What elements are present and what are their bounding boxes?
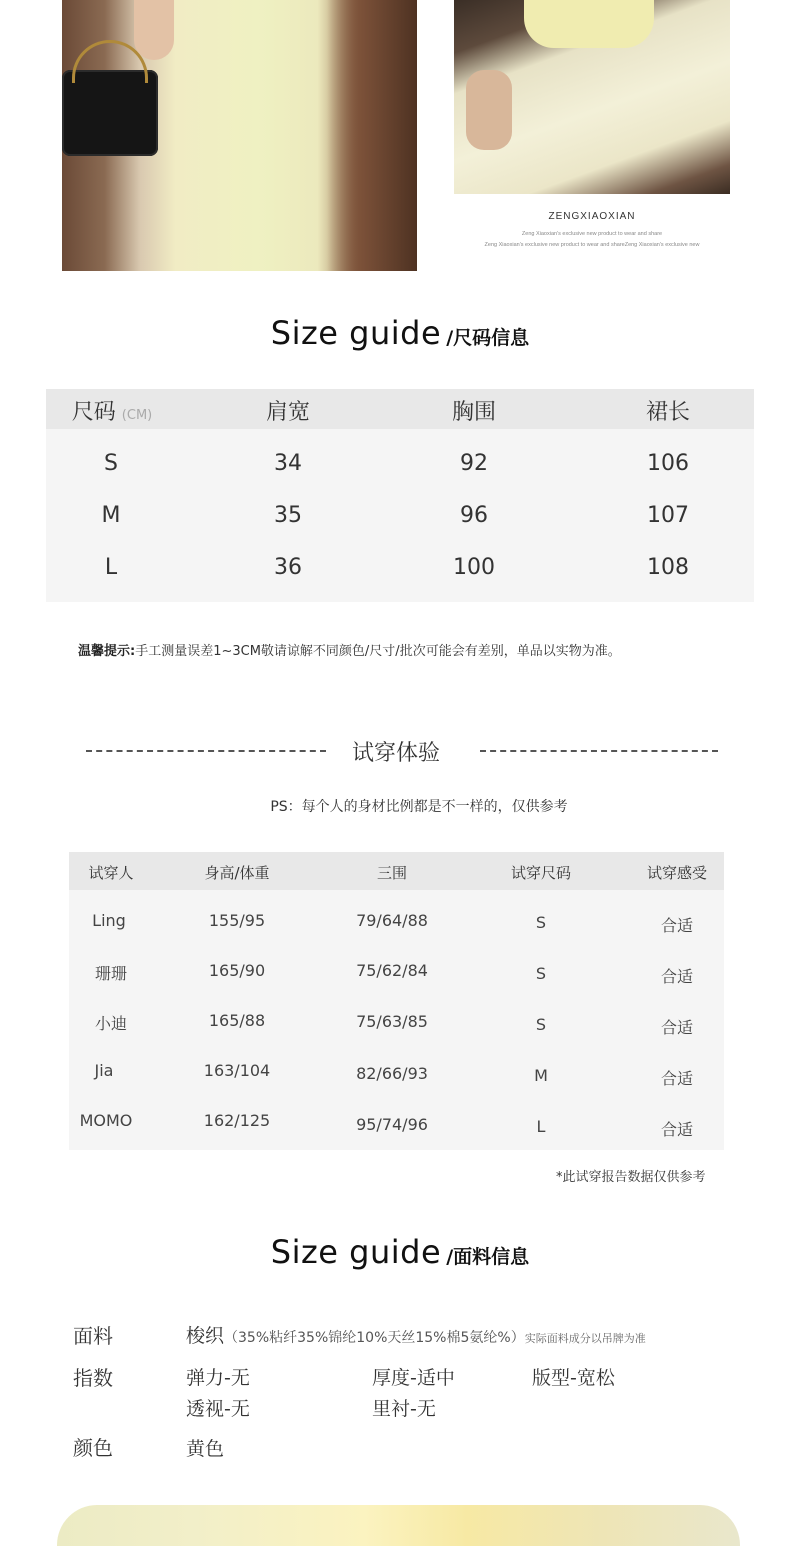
tryon-cell: Jia	[94, 1061, 114, 1080]
tryon-cell: S	[535, 913, 547, 932]
tryon-cell: 75/63/85	[356, 1012, 428, 1031]
size-table	[46, 389, 754, 602]
fabric-elasticity: 弹力-无	[186, 1367, 250, 1389]
size-guide-title-cn: /尺码信息	[446, 327, 530, 349]
tryon-title: 试穿体验	[352, 741, 441, 766]
size-header-bust: 胸围	[451, 400, 497, 425]
size-cell: 106	[647, 451, 689, 476]
tryon-cell: 75/62/84	[356, 961, 428, 980]
tryon-cell: 合适	[660, 916, 694, 935]
fabric-material-note: 实际面料成分以吊牌为准	[524, 1332, 646, 1345]
fabric-index-label: 指数	[73, 1366, 113, 1390]
tryon-cell: L	[536, 1117, 546, 1136]
tryon-cell: 95/74/96	[356, 1115, 428, 1134]
size-cell: 35	[274, 503, 302, 528]
size-cell: 100	[453, 555, 495, 580]
handbag-graphic	[62, 70, 158, 156]
size-cell: 96	[460, 503, 488, 528]
fabric-color-value: 黄色	[186, 1438, 225, 1460]
tryon-table-header	[69, 852, 724, 890]
brand-tagline-1: Zeng Xiaoxian's exclusive new product to wear and share	[521, 231, 663, 237]
tryon-footnote: *此试穿报告数据仅供参考	[556, 1170, 706, 1185]
tryon-header-feeling: 试穿感受	[646, 864, 708, 882]
tryon-cell: Ling	[92, 911, 126, 930]
tryon-cell: 162/125	[203, 1111, 271, 1130]
product-photo-left	[62, 0, 417, 271]
divider-left	[86, 750, 326, 752]
size-header-unit: (CM)	[121, 408, 153, 423]
tryon-note: PS：每个人的身材比例都是不一样的，仅供参考	[270, 799, 568, 815]
tryon-header-person: 试穿人	[88, 864, 134, 882]
size-header-length: 裙长	[645, 400, 691, 425]
fabric-material-detail: （35%粘纤35%锦纶10%天丝15%棉5氨纶%）	[224, 1330, 525, 1346]
brand-name: ZENGXIAOXIAN	[548, 211, 636, 222]
product-photo-right	[454, 0, 730, 194]
fabric-lining: 里衬-无	[372, 1398, 436, 1420]
tip-label: 温馨提示:	[78, 644, 136, 659]
fabric-material-value	[186, 1321, 646, 1348]
tryon-cell: 小迪	[94, 1014, 128, 1033]
tryon-header-size: 试穿尺码	[510, 864, 572, 882]
brand-tagline-2: Zeng Xiaoxian's exclusive new product to wear and shareZeng Xiaoxian's exclusive new	[484, 242, 700, 248]
fabric-transparency: 透视-无	[186, 1398, 250, 1420]
tip-text: 手工测量误差1~3CM敬请谅解不同颜色/尺寸/批次可能会有差别，单品以实物为准。	[135, 644, 621, 659]
tryon-cell: 165/90	[208, 961, 266, 980]
tryon-cell: 165/88	[208, 1011, 266, 1030]
size-header-shoulder: 肩宽	[265, 400, 311, 425]
fabric-thickness: 厚度-适中	[372, 1367, 455, 1389]
hair-graphic	[327, 0, 417, 271]
tryon-table	[69, 852, 724, 1150]
tryon-cell: 79/64/88	[356, 911, 428, 930]
tryon-cell: 合适	[660, 1069, 694, 1088]
tryon-cell: S	[535, 1015, 547, 1034]
tryon-cell: 163/104	[203, 1061, 271, 1080]
size-guide-title	[0, 314, 800, 352]
tryon-cell: MOMO	[79, 1111, 133, 1130]
size-cell: 108	[647, 555, 689, 580]
size-cell: S	[104, 451, 118, 476]
hand-graphic	[134, 0, 174, 60]
bottom-banner-image	[57, 1505, 740, 1546]
tryon-cell: M	[534, 1066, 548, 1085]
divider-right	[480, 750, 718, 752]
size-cell: 92	[460, 451, 488, 476]
tryon-cell: 155/95	[208, 911, 266, 930]
size-header-size: 尺码 (CM)	[71, 400, 153, 425]
fabric-guide-title	[0, 1233, 800, 1271]
tryon-header-measurements: 三围	[376, 864, 408, 882]
size-cell: M	[101, 503, 121, 528]
fabric-material-label: 面料	[73, 1324, 113, 1348]
tryon-header-height-weight: 身高/体重	[204, 864, 270, 882]
tryon-cell: 合适	[660, 967, 694, 986]
tryon-cell: 珊珊	[94, 964, 128, 983]
size-cell: 36	[274, 555, 302, 580]
arm-graphic	[466, 70, 512, 150]
tryon-cell: 82/66/93	[356, 1064, 428, 1083]
fabric-guide-title-en: Size guide	[270, 1233, 442, 1271]
tryon-cell: 合适	[660, 1120, 694, 1139]
size-cell: 34	[274, 451, 302, 476]
fabric-guide-title-cn: /面料信息	[446, 1246, 530, 1268]
size-cell: 107	[647, 503, 689, 528]
sleeve-graphic	[524, 0, 654, 48]
tryon-cell: S	[535, 964, 547, 983]
size-cell: L	[104, 555, 118, 580]
fabric-color-label: 颜色	[73, 1436, 113, 1460]
size-table-header	[46, 389, 754, 429]
size-guide-title-en: Size guide	[270, 314, 442, 352]
fabric-material-name: 梭织	[186, 1325, 225, 1347]
measurement-tip	[78, 640, 621, 659]
tryon-cell: 合适	[660, 1018, 694, 1037]
fabric-fit: 版型-宽松	[532, 1367, 615, 1389]
